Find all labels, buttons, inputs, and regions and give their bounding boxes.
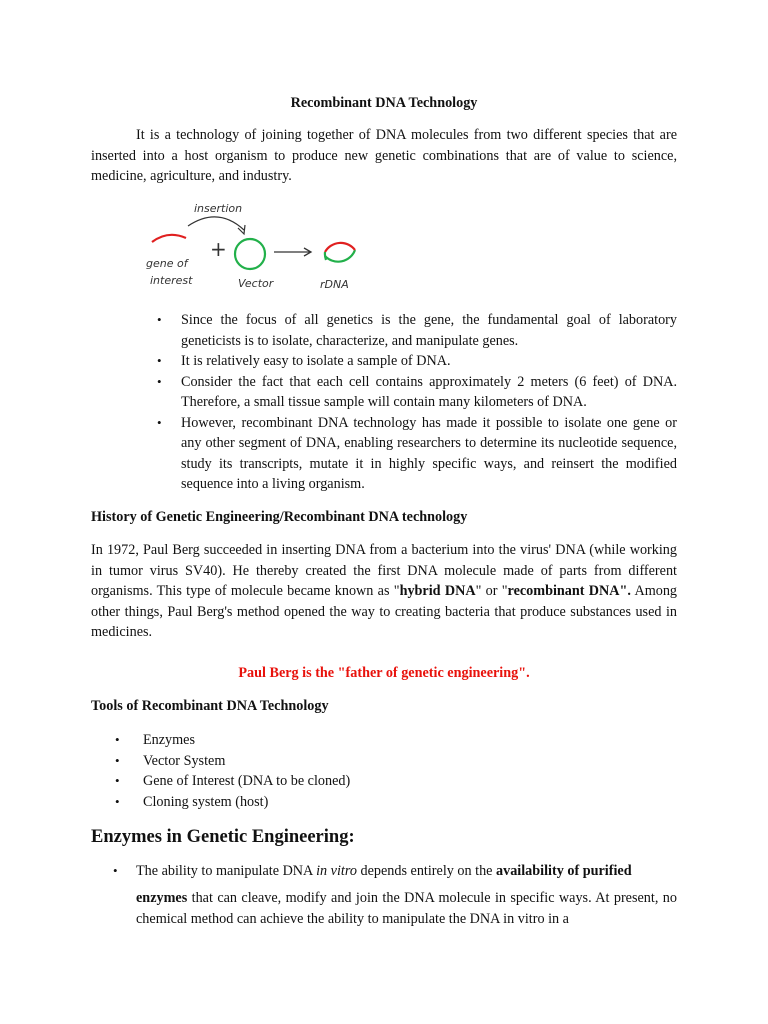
hybrid-dna-term: hybrid DNA bbox=[399, 583, 476, 599]
list-item-text: It is relatively easy to isolate a sample of DNA. bbox=[181, 353, 451, 369]
enzymes-line-1 bbox=[136, 861, 632, 882]
bullet-icon: • bbox=[157, 312, 162, 327]
list-item-text: Cloning system (host) bbox=[143, 793, 269, 810]
list-item bbox=[115, 792, 675, 813]
enzymes-paragraph bbox=[136, 888, 677, 929]
list-item bbox=[157, 413, 677, 495]
rdna-label: rDNA bbox=[320, 278, 349, 291]
rdna-circle-green bbox=[325, 250, 355, 262]
gene-of-interest-arc bbox=[152, 235, 186, 242]
gene-label-line2: interest bbox=[150, 274, 193, 287]
list-item bbox=[157, 372, 677, 413]
intro-paragraph: It is a technology of joining together of DNA molecules from two different species that are inserted into a host organism to produce new genetic combinations that are of value to science, medicine, agriculture, and industry. bbox=[91, 127, 677, 184]
bullet-icon: • bbox=[115, 752, 120, 768]
list-item bbox=[115, 771, 675, 792]
page-title: Recombinant DNA Technology bbox=[290, 95, 478, 111]
father-quote: Paul Berg is the "father of genetic engineering". bbox=[238, 665, 530, 681]
list-item-text: Enzymes bbox=[143, 732, 196, 748]
list-item bbox=[157, 310, 677, 351]
list-item-text: Vector System bbox=[143, 752, 226, 769]
enzymes-heading: Enzymes in Genetic Engineering: bbox=[91, 827, 355, 847]
history-text-3: Among other things, Paul Berg's method opened the way to creating bacteria that produce substances used in medicines. bbox=[91, 583, 678, 640]
history-text-2: " or " bbox=[475, 583, 508, 599]
bullet-icon: • bbox=[115, 773, 120, 788]
list-item-text: Gene of Interest (DNA to be cloned) bbox=[143, 773, 351, 789]
gene-label-line1: gene of bbox=[146, 257, 188, 270]
insertion-label: insertion bbox=[194, 202, 243, 215]
list-item-text: Since the focus of all genetics is the gene, the fundamental goal of laboratory geneticists is to isolate, characterize, and manipulate genes. bbox=[181, 312, 677, 349]
rdna-diagram bbox=[138, 196, 364, 296]
bullet-icon: • bbox=[157, 414, 162, 430]
enzymes-term: enzymes bbox=[136, 890, 188, 906]
list-item bbox=[115, 730, 675, 751]
in-vitro-term: in vitro bbox=[316, 863, 357, 879]
vector-circle bbox=[235, 239, 265, 269]
vector-label: Vector bbox=[238, 277, 274, 290]
plus-sign: + bbox=[210, 237, 227, 261]
tools-heading: Tools of Recombinant DNA Technology bbox=[91, 698, 329, 714]
recombinant-dna-term: recombinant DNA". bbox=[507, 583, 631, 599]
insertion-arrow-curve bbox=[188, 217, 244, 230]
enzymes-text-a: The ability to manipulate DNA bbox=[136, 863, 317, 879]
history-paragraph bbox=[91, 540, 677, 643]
list-item-text: Consider the fact that each cell contains approximately 2 meters (6 feet) of DNA. Therefore, a small tissue sample will contain many kilometers of DNA. bbox=[181, 373, 677, 410]
history-heading: History of Genetic Engineering/Recombinant DNA technology bbox=[91, 509, 468, 525]
bullet-icon: • bbox=[115, 793, 120, 809]
genetics-bullet-list bbox=[157, 310, 677, 495]
history-text-1: In 1972, Paul Berg succeeded in inserting DNA from a bacterium into the virus' DNA (while working in tumor virus SV40). He thereby created the first DNA molecule made of parts from different organisms. This type of molecule became known as " bbox=[91, 542, 677, 599]
enzymes-text-b: depends entirely on the bbox=[356, 863, 497, 879]
list-item bbox=[115, 751, 675, 772]
purified-enzymes-term: availability of purified bbox=[496, 863, 632, 879]
rdna-circle-join bbox=[325, 252, 326, 260]
bullet-icon: • bbox=[113, 863, 118, 878]
list-item bbox=[157, 351, 677, 372]
rdna-circle-red bbox=[325, 243, 355, 252]
bullet-icon: • bbox=[157, 373, 162, 389]
rdna-diagram-svg bbox=[138, 196, 364, 296]
bullet-icon: • bbox=[115, 732, 120, 747]
enzymes-text-c: that can cleave, modify and join the DNA molecule in specific ways. At present, no chemical method can achieve the ability to manipulate the DNA in vitro in a bbox=[136, 890, 677, 927]
list-item-text: However, recombinant DNA technology has made it possible to isolate one gene or any other segment of DNA, enabling researchers to determine its nucleotide sequence, study its transcripts, mutate it in highly specific ways, and reinsert the modified sequence into a living organism. bbox=[181, 414, 677, 492]
tools-list bbox=[115, 730, 675, 812]
bullet-icon: • bbox=[157, 353, 162, 368]
